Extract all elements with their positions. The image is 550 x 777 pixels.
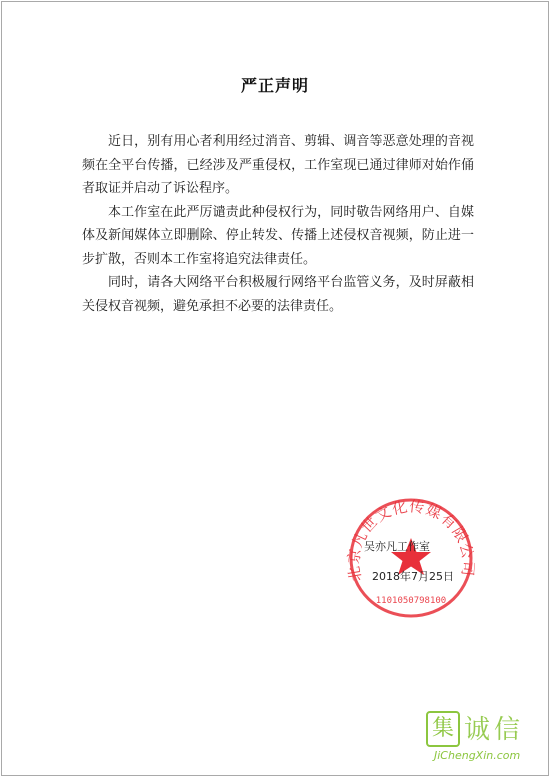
paragraph-3: 同时，请各大网络平台积极履行网络平台监管义务，及时屏蔽相关侵权音视频，避免承担不必要的法律责任。 [82, 275, 474, 314]
document-body [82, 130, 474, 318]
watermark [426, 707, 536, 767]
signature: 吴亦凡工作室 [364, 540, 430, 553]
company-seal [342, 490, 480, 622]
paragraph-2: 本工作室在此严厉谴责此种侵权行为，同时敬告网络用户、自媒体及新闻媒体立即删除、停止转发、传播上述侵权音视频，防止进一步扩散，否则本工作室将追究法律责任。 [82, 204, 474, 267]
document-page [1, 1, 549, 776]
document-title: 严正声明 [240, 76, 309, 95]
seal-arc-text: 北京凡世文化传媒有限公司 [344, 497, 478, 583]
watermark-site: JiChengXin.com [434, 749, 521, 762]
watermark-brand: 诚信 [464, 715, 525, 745]
watermark-logo-icon: 集 [426, 711, 460, 747]
paragraph-1: 近日，别有用心者利用经过消音、剪辑、调音等恶意处理的音视频在全平台传播，已经涉及严重侵权，工作室现已通过律师对始作俑者取证并启动了诉讼程序。 [82, 134, 474, 196]
seal-number: 1101050798100 [375, 596, 447, 606]
signature-date: 2018年7月25日 [372, 570, 454, 583]
